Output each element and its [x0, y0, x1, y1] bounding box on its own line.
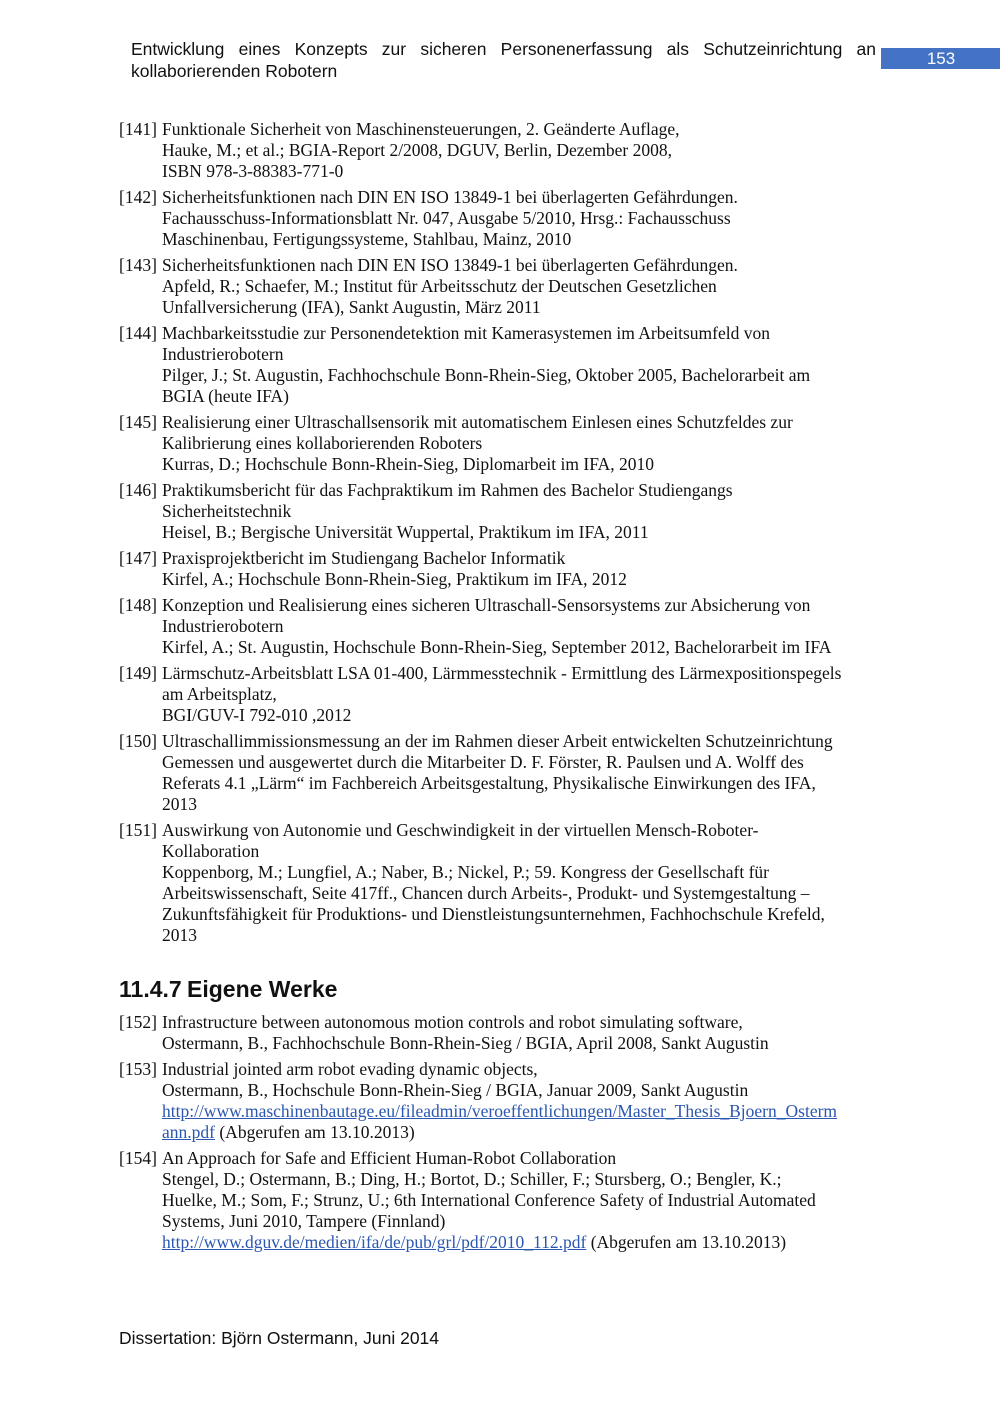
reference-entry	[119, 663, 879, 726]
reference-line: Maschinenbau, Fertigungssysteme, Stahlbau, Mainz, 2010	[162, 229, 572, 249]
accessed-date: (Abgerufen am 13.10.2013)	[214, 1122, 415, 1142]
reference-entry	[119, 187, 879, 250]
reference-line: BGIA (heute IFA)	[162, 386, 290, 406]
reference-line	[162, 1232, 879, 1253]
reference-entry	[119, 323, 879, 407]
reference-entry	[119, 1059, 879, 1143]
reference-line: Industrial jointed arm robot evading dynamic objects,	[162, 1059, 538, 1079]
reference-line: Machbarkeitsstudie zur Personendetektion mit Kamerasystemen im Arbeitsumfeld von	[162, 323, 770, 343]
reference-number: [154]	[119, 1148, 157, 1168]
reference-line: Sicherheitsfunktionen nach DIN EN ISO 13849-1 bei überlagerten Gefährdungen.	[162, 187, 738, 207]
reference-line: Praktikumsbericht für das Fachpraktikum im Rahmen des Bachelor Studiengangs	[162, 480, 733, 500]
reference-line: Ostermann, B., Hochschule Bonn-Rhein-Sieg / BGIA, Januar 2009, Sankt Augustin	[162, 1080, 749, 1100]
section-number: 11.4.7	[119, 976, 182, 1002]
reference-number: [141]	[119, 119, 157, 139]
reference-line: Systems, Juni 2010, Tampere (Finnland)	[162, 1211, 446, 1231]
running-header-title: Entwicklung eines Konzepts zur sicheren Personenerfassung als Schutzeinrichtung an kollaborierenden Robotern	[131, 39, 876, 81]
reference-line: Sicherheitsfunktionen nach DIN EN ISO 13849-1 bei überlagerten Gefährdungen.	[162, 255, 738, 275]
reference-line: Funktionale Sicherheit von Maschinensteuerungen, 2. Geänderte Auflage,	[162, 119, 680, 139]
reference-entry	[119, 412, 879, 475]
reference-line: Koppenborg, M.; Lungfiel, A.; Naber, B.; Nickel, P.; 59. Kongress der Gesellschaft für	[162, 862, 769, 882]
reference-line: Apfeld, R.; Schaefer, M.; Institut für Arbeitsschutz der Deutschen Gesetzlichen	[162, 276, 717, 296]
reference-line: ISBN 978-3-88383-771-0	[162, 161, 344, 181]
reference-line: Stengel, D.; Ostermann, B.; Ding, H.; Bortot, D.; Schiller, F.; Stursberg, O.; Bengler, K.;	[162, 1169, 782, 1189]
reference-line: Kirfel, A.; Hochschule Bonn-Rhein-Sieg, Praktikum im IFA, 2012	[162, 569, 627, 589]
reference-line: Referats 4.1 „Lärm“ im Fachbereich Arbeitsgestaltung, Physikalische Einwirkungen des IFA,	[162, 773, 816, 793]
reference-line: Zukunftsfähigkeit für Produktions- und Dienstleistungsunternehmen, Fachhochschule Krefeld,	[162, 904, 825, 924]
reference-entry	[119, 1148, 879, 1253]
reference-line: Gemessen und ausgewertet durch die Mitarbeiter D. F. Förster, R. Paulsen und A. Wolff des	[162, 752, 804, 772]
reference-number: [144]	[119, 323, 157, 343]
own-works-list	[119, 1012, 879, 1258]
reference-line: Sicherheitstechnik	[162, 501, 292, 521]
reference-entry	[119, 255, 879, 318]
reference-line: Praxisprojektbericht im Studiengang Bachelor Informatik	[162, 548, 566, 568]
reference-line: Hauke, M.; et al.; BGIA-Report 2/2008, DGUV, Berlin, Dezember 2008,	[162, 140, 672, 160]
reference-line: Kirfel, A.; St. Augustin, Hochschule Bonn-Rhein-Sieg, September 2012, Bachelorarbeit im IFA	[162, 637, 832, 657]
reference-line: Konzeption und Realisierung eines sicheren Ultraschall-Sensorsystems zur Absicherung von	[162, 595, 811, 615]
reference-line: Kollaboration	[162, 841, 260, 861]
reference-line: 2013	[162, 925, 197, 945]
reference-line: An Approach for Safe and Efficient Human-Robot Collaboration	[162, 1148, 617, 1168]
reference-line: Heisel, B.; Bergische Universität Wuppertal, Praktikum im IFA, 2011	[162, 522, 649, 542]
reference-number: [145]	[119, 412, 157, 432]
reference-line	[162, 1122, 879, 1143]
reference-line: Kalibrierung eines kollaborierenden Roboters	[162, 433, 483, 453]
reference-line: Unfallversicherung (IFA), Sankt Augustin, März 2011	[162, 297, 541, 317]
thesis-url-link[interactable]: http://www.maschinenbautage.eu/fileadmin/veroeffentlichungen/Master_Thesis_Bjoern_Osterm	[162, 1101, 838, 1121]
thesis-url-link-continued[interactable]: ann.pdf	[162, 1122, 215, 1142]
reference-line: Fachausschuss-Informationsblatt Nr. 047, Ausgabe 5/2010, Hrsg.: Fachausschuss	[162, 208, 731, 228]
reference-entry	[119, 1012, 879, 1054]
reference-number: [148]	[119, 595, 157, 615]
reference-line: Arbeitswissenschaft, Seite 417ff., Chancen durch Arbeits-, Produkt- und Systemgestaltung –	[162, 883, 810, 903]
reference-entry	[119, 480, 879, 543]
reference-line: Ultraschallimmissionsmessung an der im Rahmen dieser Arbeit entwickelten Schutzeinrichtung	[162, 731, 833, 751]
reference-line: Auswirkung von Autonomie und Geschwindigkeit in der virtuellen Mensch-Roboter-	[162, 820, 759, 840]
section-title: Eigene Werke	[187, 976, 338, 1002]
reference-line: Kurras, D.; Hochschule Bonn-Rhein-Sieg, Diplomarbeit im IFA, 2010	[162, 454, 655, 474]
section-heading	[119, 975, 337, 1003]
page-footer: Dissertation: Björn Ostermann, Juni 2014	[119, 1328, 440, 1348]
reference-number: [146]	[119, 480, 157, 500]
reference-line: Realisierung einer Ultraschallsensorik mit automatischem Einlesen eines Schutzfeldes zur	[162, 412, 793, 432]
dguv-pdf-link[interactable]: http://www.dguv.de/medien/ifa/de/pub/grl/pdf/2010_112.pdf	[162, 1232, 587, 1252]
reference-entry	[119, 119, 879, 182]
reference-number: [142]	[119, 187, 157, 207]
reference-line: Infrastructure between autonomous motion controls and robot simulating software,	[162, 1012, 743, 1032]
reference-number: [149]	[119, 663, 157, 683]
reference-number: [143]	[119, 255, 157, 275]
reference-number: [151]	[119, 820, 157, 840]
reference-entry	[119, 820, 879, 946]
reference-line: BGI/GUV-I 792-010 ,2012	[162, 705, 352, 725]
reference-line: Huelke, M.; Som, F.; Strunz, U.; 6th International Conference Safety of Industrial Automated	[162, 1190, 816, 1210]
reference-list	[119, 119, 879, 951]
reference-line: Industrierobotern	[162, 344, 284, 364]
reference-entry	[119, 731, 879, 815]
reference-line: 2013	[162, 794, 197, 814]
reference-line	[162, 1101, 879, 1122]
reference-entry	[119, 548, 879, 590]
reference-number: [152]	[119, 1012, 157, 1032]
reference-line: Industrierobotern	[162, 616, 284, 636]
accessed-date: (Abgerufen am 13.10.2013)	[586, 1232, 787, 1252]
reference-number: [150]	[119, 731, 157, 751]
reference-line: Pilger, J.; St. Augustin, Fachhochschule Bonn-Rhein-Sieg, Oktober 2005, Bachelorarbeit am	[162, 365, 811, 385]
reference-number: [153]	[119, 1059, 157, 1079]
reference-line: Ostermann, B., Fachhochschule Bonn-Rhein-Sieg / BGIA, April 2008, Sankt Augustin	[162, 1033, 769, 1053]
reference-entry	[119, 595, 879, 658]
page-number-badge: 153	[881, 48, 1000, 69]
reference-line: am Arbeitsplatz,	[162, 684, 277, 704]
reference-number: [147]	[119, 548, 157, 568]
reference-line: Lärmschutz-Arbeitsblatt LSA 01-400, Lärmmesstechnik - Ermittlung des Lärmexpositionspegels	[162, 663, 842, 683]
